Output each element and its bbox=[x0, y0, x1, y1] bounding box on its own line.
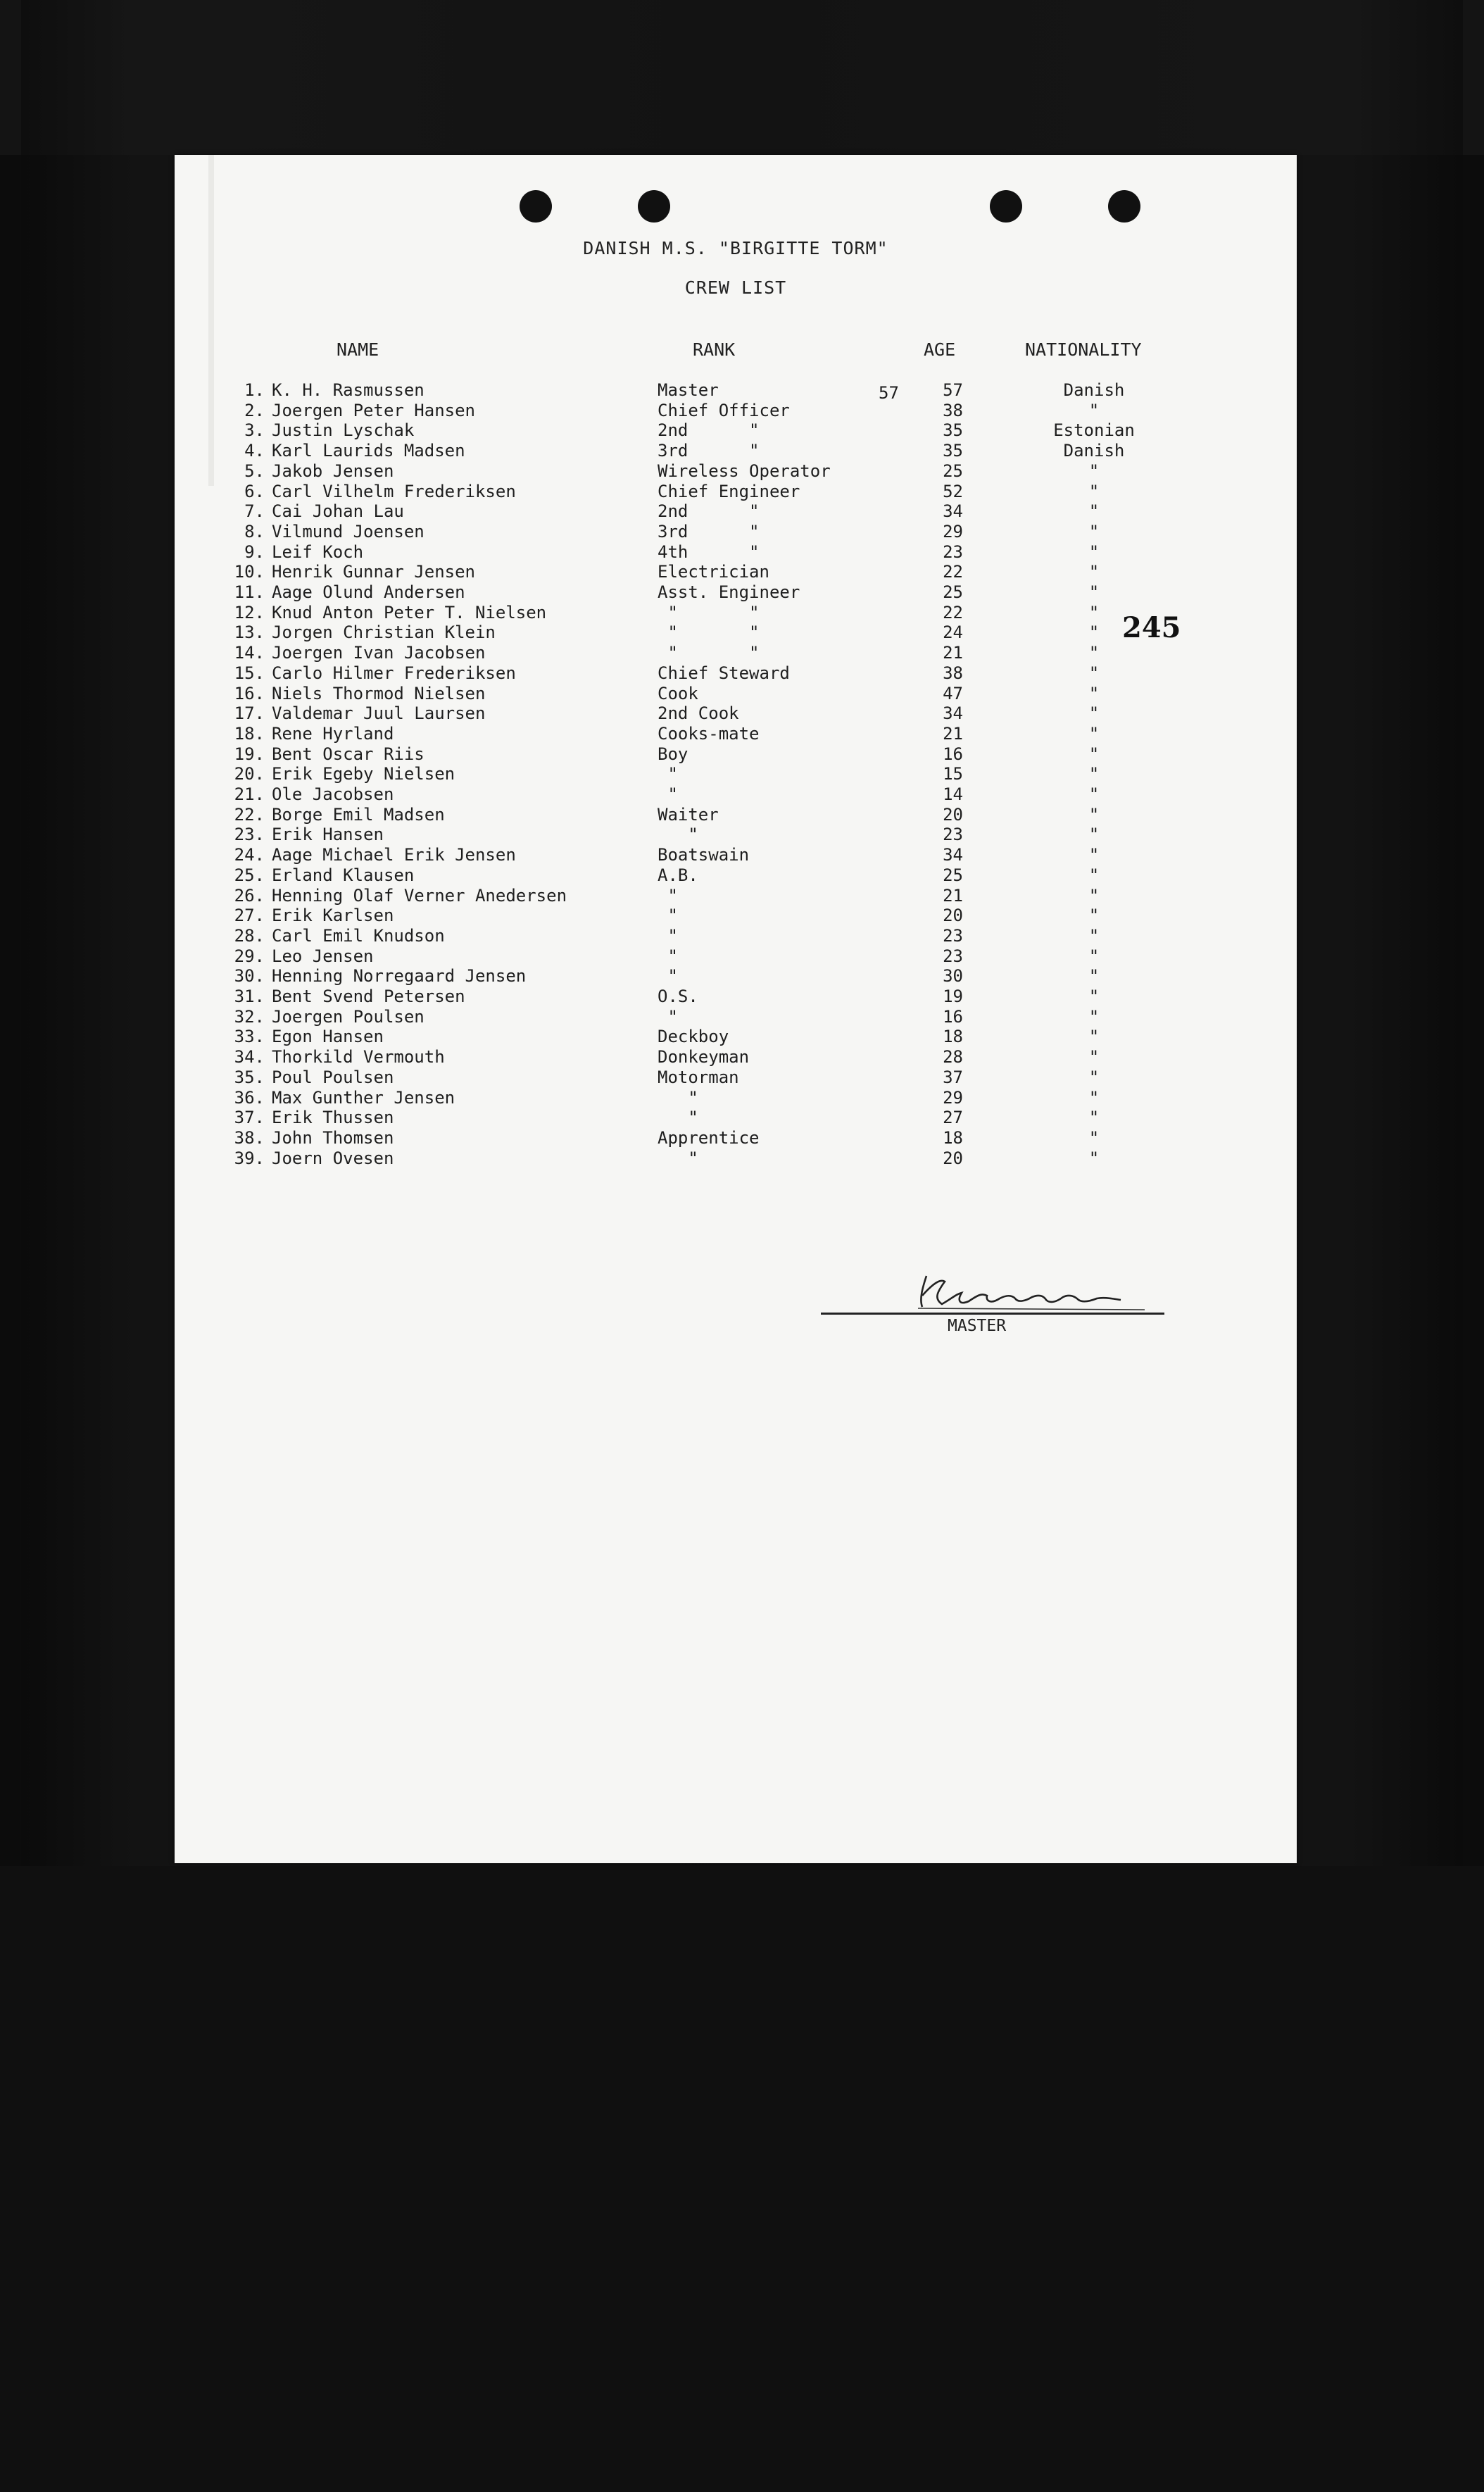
crew-row bbox=[175, 380, 1297, 401]
crew-name: Carl Emil Knudson bbox=[272, 925, 445, 946]
crew-nationality: " bbox=[1088, 582, 1100, 602]
crew-number: 6. bbox=[244, 481, 265, 501]
crew-number: 15. bbox=[234, 663, 265, 683]
crew-name: John Thomsen bbox=[272, 1127, 394, 1148]
crew-rank: Apprentice bbox=[658, 1127, 760, 1148]
crew-nationality: " bbox=[1088, 1108, 1100, 1128]
crew-name: Max Gunther Jensen bbox=[272, 1087, 455, 1108]
crew-rank: Electrician bbox=[658, 562, 769, 582]
crew-age: 22 bbox=[943, 562, 963, 582]
crew-age: 14 bbox=[943, 784, 963, 804]
crew-age: 29 bbox=[943, 521, 963, 541]
crew-number: 32. bbox=[234, 1006, 265, 1027]
crew-rank: Boy bbox=[658, 744, 688, 764]
crew-number: 3. bbox=[244, 420, 265, 441]
crew-number: 36. bbox=[234, 1087, 265, 1108]
crew-rank: 2nd Cook bbox=[658, 703, 739, 724]
crew-name: Aage Michael Erik Jensen bbox=[272, 845, 516, 865]
crew-nationality: " bbox=[1088, 804, 1100, 825]
crew-rank: Chief Steward bbox=[658, 663, 790, 683]
crew-row bbox=[175, 987, 1297, 1007]
vessel-title: DANISH M.S. "BIRGITTE TORM" bbox=[583, 238, 888, 258]
crew-age: 21 bbox=[943, 643, 963, 663]
crew-age: 18 bbox=[943, 1027, 963, 1047]
column-header-age: AGE bbox=[924, 339, 956, 360]
crew-row bbox=[175, 643, 1297, 663]
crew-nationality: " bbox=[1088, 622, 1100, 643]
crew-nationality: " bbox=[1088, 784, 1100, 804]
crew-age: 21 bbox=[943, 723, 963, 744]
crew-age: 21 bbox=[943, 885, 963, 906]
crew-age: 23 bbox=[943, 925, 963, 946]
crew-nationality: Danish bbox=[1063, 380, 1125, 400]
punch-hole bbox=[638, 190, 670, 223]
crew-nationality: " bbox=[1088, 723, 1100, 744]
crew-rank: " bbox=[658, 764, 678, 784]
column-header-rank: RANK bbox=[693, 339, 736, 360]
crew-row bbox=[175, 906, 1297, 926]
crew-number: 21. bbox=[234, 784, 265, 804]
crew-row bbox=[175, 966, 1297, 987]
crew-number: 2. bbox=[244, 400, 265, 420]
crew-row bbox=[175, 805, 1297, 825]
crew-row bbox=[175, 1047, 1297, 1067]
crew-number: 29. bbox=[234, 946, 265, 966]
crew-rank: Donkeyman bbox=[658, 1047, 750, 1067]
crew-rank: " " bbox=[658, 643, 760, 663]
crew-nationality: " bbox=[1088, 1027, 1100, 1047]
crew-nationality: " bbox=[1088, 906, 1100, 926]
crew-name: Henrik Gunnar Jensen bbox=[272, 562, 475, 582]
crew-rank: 4th " bbox=[658, 541, 760, 562]
crew-rank: " bbox=[658, 946, 678, 966]
crew-age: 34 bbox=[943, 703, 963, 724]
signature-line bbox=[821, 1313, 1164, 1315]
crew-number: 31. bbox=[234, 987, 265, 1006]
crew-nationality: " bbox=[1088, 925, 1100, 946]
crew-number: 11. bbox=[234, 582, 265, 602]
crew-number: 17. bbox=[234, 703, 265, 724]
column-header-name: NAME bbox=[337, 339, 379, 360]
crew-name: Henning Norregaard Jensen bbox=[272, 966, 527, 987]
crew-rank: Asst. Engineer bbox=[658, 582, 800, 602]
crew-nationality: Estonian bbox=[1053, 420, 1135, 441]
crew-number: 23. bbox=[234, 825, 265, 845]
crew-row bbox=[175, 946, 1297, 967]
crew-nationality: " bbox=[1088, 825, 1100, 845]
film-border-bottom bbox=[0, 1866, 1484, 2492]
crew-number: 35. bbox=[234, 1067, 265, 1087]
crew-rank: " bbox=[658, 885, 678, 906]
crew-name: Rene Hyrland bbox=[272, 723, 394, 744]
crew-age: 25 bbox=[943, 461, 963, 481]
crew-rank: " bbox=[658, 906, 678, 926]
crew-nationality: " bbox=[1088, 1047, 1100, 1067]
crew-row bbox=[175, 1108, 1297, 1128]
crew-age: 34 bbox=[943, 501, 963, 522]
crew-number: 19. bbox=[234, 744, 265, 764]
crew-rank: O.S. bbox=[658, 987, 698, 1006]
crew-number: 27. bbox=[234, 906, 265, 926]
crew-nationality: " bbox=[1088, 1067, 1100, 1087]
crew-name: Aage Olund Andersen bbox=[272, 582, 465, 602]
crew-number: 34. bbox=[234, 1047, 265, 1067]
crew-nationality: " bbox=[1088, 744, 1100, 764]
crew-number: 1. bbox=[244, 380, 265, 400]
crew-row bbox=[175, 744, 1297, 765]
crew-name: Justin Lyschak bbox=[272, 420, 415, 441]
crew-name: Cai Johan Lau bbox=[272, 501, 404, 522]
punch-hole bbox=[520, 190, 552, 223]
crew-name: Bent Oscar Riis bbox=[272, 744, 425, 764]
crew-nationality: " bbox=[1088, 461, 1100, 481]
crew-rank: Chief Engineer bbox=[658, 481, 800, 501]
crew-nationality: " bbox=[1088, 1148, 1100, 1168]
crew-name: Carl Vilhelm Frederiksen bbox=[272, 481, 516, 501]
crew-age: 52 bbox=[943, 481, 963, 501]
crew-nationality: " bbox=[1088, 966, 1100, 987]
crew-name: Valdemar Juul Laursen bbox=[272, 703, 486, 724]
crew-rank: " bbox=[658, 1148, 698, 1168]
crew-age: 15 bbox=[943, 764, 963, 784]
crew-age: 22 bbox=[943, 602, 963, 622]
crew-name: Erik Hansen bbox=[272, 825, 384, 845]
crew-row bbox=[175, 865, 1297, 886]
crew-nationality: " bbox=[1088, 481, 1100, 501]
crew-row bbox=[175, 825, 1297, 845]
crew-row bbox=[175, 441, 1297, 461]
crew-age: 38 bbox=[943, 400, 963, 420]
crew-rank: " bbox=[658, 825, 698, 845]
crew-row bbox=[175, 703, 1297, 724]
crew-nationality: " bbox=[1088, 683, 1100, 703]
crew-row bbox=[175, 1067, 1297, 1088]
crew-number: 24. bbox=[234, 845, 265, 865]
crew-rank: A.B. bbox=[658, 865, 698, 885]
crew-name: Joern Ovesen bbox=[272, 1148, 394, 1168]
crew-name: Joergen Poulsen bbox=[272, 1006, 425, 1027]
crew-name: Jorgen Christian Klein bbox=[272, 622, 496, 643]
crew-age: 57 bbox=[943, 380, 963, 400]
crew-number: 14. bbox=[234, 643, 265, 663]
crew-rank: " bbox=[658, 966, 678, 987]
crew-row bbox=[175, 401, 1297, 421]
crew-rank: " bbox=[658, 925, 678, 946]
crew-name: Borge Emil Madsen bbox=[272, 804, 445, 825]
crew-nationality: " bbox=[1088, 1127, 1100, 1148]
crew-rank: Boatswain bbox=[658, 845, 750, 865]
crew-number: 7. bbox=[244, 501, 265, 522]
crew-age: 16 bbox=[943, 1006, 963, 1027]
crew-nationality: " bbox=[1088, 541, 1100, 562]
crew-row bbox=[175, 461, 1297, 482]
crew-nationality: " bbox=[1088, 946, 1100, 966]
crew-rank: Chief Officer bbox=[658, 400, 790, 420]
crew-number: 4. bbox=[244, 441, 265, 461]
crew-age: 25 bbox=[943, 865, 963, 885]
crew-number: 22. bbox=[234, 804, 265, 825]
crew-row bbox=[175, 522, 1297, 542]
crew-name: Bent Svend Petersen bbox=[272, 987, 465, 1006]
crew-age: 34 bbox=[943, 845, 963, 865]
crew-number: 26. bbox=[234, 885, 265, 906]
crew-nationality: " bbox=[1088, 764, 1100, 784]
crew-name: Niels Thormod Nielsen bbox=[272, 683, 486, 703]
crew-row bbox=[175, 501, 1297, 522]
crew-age: 19 bbox=[943, 987, 963, 1006]
crew-age: 23 bbox=[943, 946, 963, 966]
crew-rank: " " bbox=[658, 622, 760, 643]
crew-rank: Deckboy bbox=[658, 1027, 729, 1047]
crew-nationality: " bbox=[1088, 400, 1100, 420]
crew-nationality: " bbox=[1088, 663, 1100, 683]
crew-name: Jakob Jensen bbox=[272, 461, 394, 481]
master-signature bbox=[912, 1267, 1152, 1317]
crew-nationality: " bbox=[1088, 987, 1100, 1006]
crew-number: 18. bbox=[234, 723, 265, 744]
crew-name: Knud Anton Peter T. Nielsen bbox=[272, 602, 547, 622]
crew-nationality: " bbox=[1088, 521, 1100, 541]
crew-rank: 3rd " bbox=[658, 441, 760, 461]
crew-name: Henning Olaf Verner Anedersen bbox=[272, 885, 567, 906]
crew-number: 37. bbox=[234, 1108, 265, 1128]
crew-rank: Wireless Operator bbox=[658, 461, 831, 481]
crew-age: 35 bbox=[943, 441, 963, 461]
crew-list-document bbox=[175, 155, 1297, 1863]
crew-name: Joergen Ivan Jacobsen bbox=[272, 643, 486, 663]
crew-age: 37 bbox=[943, 1067, 963, 1087]
crew-name: Erland Klausen bbox=[272, 865, 415, 885]
crew-row bbox=[175, 582, 1297, 603]
punch-hole bbox=[990, 190, 1022, 223]
crew-row bbox=[175, 1128, 1297, 1148]
crew-nationality: " bbox=[1088, 602, 1100, 622]
crew-row bbox=[175, 724, 1297, 744]
crew-name: Carlo Hilmer Frederiksen bbox=[272, 663, 516, 683]
crew-age: 23 bbox=[943, 825, 963, 845]
crew-row bbox=[175, 1148, 1297, 1169]
crew-rank: Master bbox=[658, 380, 719, 400]
crew-row bbox=[175, 1027, 1297, 1047]
signature-label: MASTER bbox=[948, 1317, 1007, 1335]
crew-rank: " bbox=[658, 1006, 678, 1027]
crew-number: 10. bbox=[234, 562, 265, 582]
crew-age: 28 bbox=[943, 1047, 963, 1067]
crew-name: Erik Egeby Nielsen bbox=[272, 764, 455, 784]
crew-number: 13. bbox=[234, 622, 265, 643]
crew-row bbox=[175, 764, 1297, 784]
crew-nationality: " bbox=[1088, 562, 1100, 582]
crew-nationality: " bbox=[1088, 1087, 1100, 1108]
crew-rank: 2nd " bbox=[658, 420, 760, 441]
crew-name: Erik Thussen bbox=[272, 1108, 394, 1128]
crew-rank: " bbox=[658, 784, 678, 804]
crew-nationality: " bbox=[1088, 1006, 1100, 1027]
crew-row bbox=[175, 482, 1297, 502]
crew-name: Vilmund Joensen bbox=[272, 521, 425, 541]
crew-name: Joergen Peter Hansen bbox=[272, 400, 475, 420]
page-number: 245 bbox=[1122, 611, 1181, 644]
crew-age: 27 bbox=[943, 1108, 963, 1128]
crew-rank: " bbox=[658, 1108, 698, 1128]
crew-number: 28. bbox=[234, 925, 265, 946]
crew-nationality: " bbox=[1088, 865, 1100, 885]
crew-age: 35 bbox=[943, 420, 963, 441]
crew-number: 33. bbox=[234, 1027, 265, 1047]
crew-name: Ole Jacobsen bbox=[272, 784, 394, 804]
crew-age: 23 bbox=[943, 541, 963, 562]
crew-name: Erik Karlsen bbox=[272, 906, 394, 926]
crew-row bbox=[175, 926, 1297, 946]
punch-hole bbox=[1108, 190, 1140, 223]
crew-age: 20 bbox=[943, 804, 963, 825]
crew-number: 25. bbox=[234, 865, 265, 885]
crew-nationality: Danish bbox=[1063, 441, 1125, 461]
crew-row bbox=[175, 562, 1297, 582]
crew-age: 47 bbox=[943, 683, 963, 703]
master-age-annotation: 57 bbox=[879, 383, 899, 403]
crew-row bbox=[175, 845, 1297, 865]
crew-number: 12. bbox=[234, 602, 265, 622]
crew-name: K. H. Rasmussen bbox=[272, 380, 425, 400]
crew-nationality: " bbox=[1088, 845, 1100, 865]
crew-row bbox=[175, 542, 1297, 563]
column-header-nationality: NATIONALITY bbox=[1025, 339, 1142, 360]
crew-row bbox=[175, 663, 1297, 684]
crew-age: 20 bbox=[943, 1148, 963, 1168]
crew-rank: Motorman bbox=[658, 1067, 739, 1087]
crew-rank: Cook bbox=[658, 683, 698, 703]
crew-age: 24 bbox=[943, 622, 963, 643]
crew-nationality: " bbox=[1088, 501, 1100, 522]
crew-age: 38 bbox=[943, 663, 963, 683]
crew-name: Thorkild Vermouth bbox=[272, 1047, 445, 1067]
crew-number: 5. bbox=[244, 461, 265, 481]
crew-rank: 2nd " bbox=[658, 501, 760, 522]
crew-rank: 3rd " bbox=[658, 521, 760, 541]
crew-number: 8. bbox=[244, 521, 265, 541]
crew-row bbox=[175, 420, 1297, 441]
crew-name: Leif Koch bbox=[272, 541, 364, 562]
crew-nationality: " bbox=[1088, 643, 1100, 663]
crew-name: Karl Laurids Madsen bbox=[272, 441, 465, 461]
crew-row bbox=[175, 886, 1297, 906]
crew-age: 25 bbox=[943, 582, 963, 602]
crew-row bbox=[175, 684, 1297, 704]
crew-row bbox=[175, 1007, 1297, 1027]
crew-row bbox=[175, 784, 1297, 805]
crew-name: Egon Hansen bbox=[272, 1027, 384, 1047]
crew-age: 16 bbox=[943, 744, 963, 764]
crew-name: Poul Poulsen bbox=[272, 1067, 394, 1087]
crew-rank: Cooks-mate bbox=[658, 723, 760, 744]
crew-rank: Waiter bbox=[658, 804, 719, 825]
crew-age: 18 bbox=[943, 1127, 963, 1148]
crew-number: 30. bbox=[234, 966, 265, 987]
crew-rank: " " bbox=[658, 602, 760, 622]
crew-nationality: " bbox=[1088, 703, 1100, 724]
crew-number: 38. bbox=[234, 1127, 265, 1148]
crew-age: 29 bbox=[943, 1087, 963, 1108]
crew-name: Leo Jensen bbox=[272, 946, 374, 966]
crew-age: 30 bbox=[943, 966, 963, 987]
crew-number: 9. bbox=[244, 541, 265, 562]
crew-row bbox=[175, 1088, 1297, 1108]
crew-age: 20 bbox=[943, 906, 963, 926]
crew-nationality: " bbox=[1088, 885, 1100, 906]
document-title: CREW LIST bbox=[684, 277, 787, 298]
crew-number: 20. bbox=[234, 764, 265, 784]
crew-number: 39. bbox=[234, 1148, 265, 1168]
crew-rank: " bbox=[658, 1087, 698, 1108]
crew-number: 16. bbox=[234, 683, 265, 703]
